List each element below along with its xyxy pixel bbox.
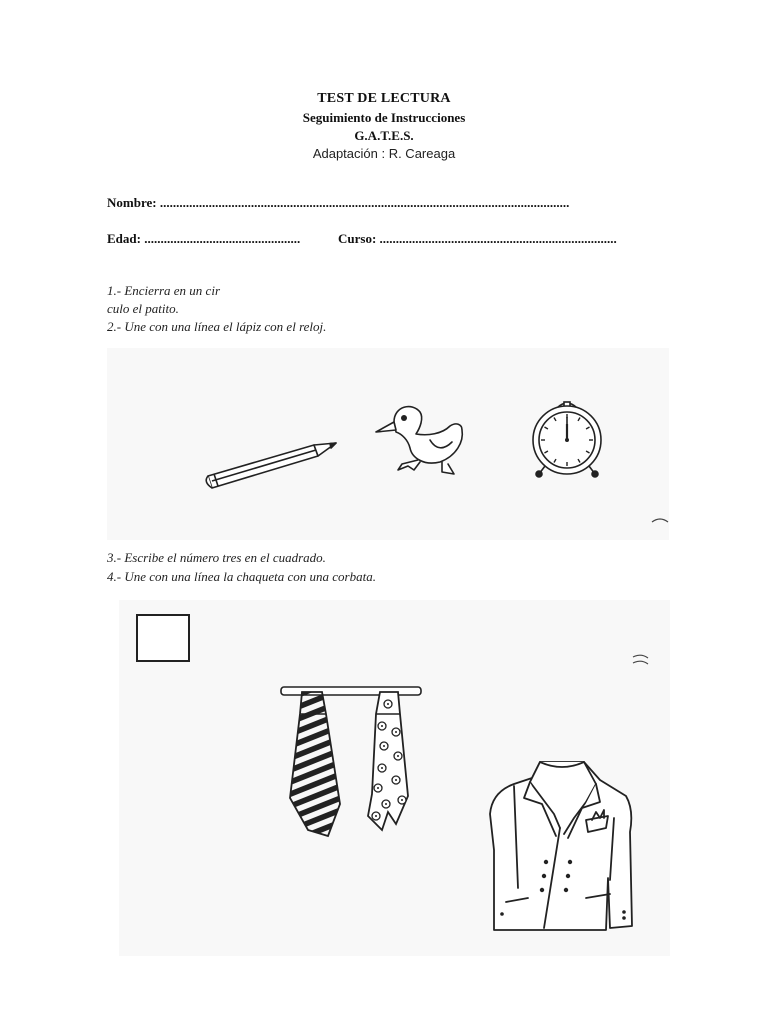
ties-drawing[interactable]: [278, 684, 424, 852]
edad-label: Edad:: [107, 231, 141, 246]
pencil-drawing[interactable]: [200, 436, 340, 496]
page-title: TEST DE LECTURA: [317, 91, 451, 106]
test-acronym: G.A.T.E.S.: [354, 128, 414, 143]
duck-drawing[interactable]: [372, 400, 482, 480]
alarm-clock-drawing[interactable]: [525, 396, 615, 480]
nombre-label: Nombre:: [107, 195, 157, 210]
dotted-tie[interactable]: [368, 692, 408, 830]
page-subtitle: Seguimiento de Instrucciones: [302, 110, 466, 125]
adaptation-credit: Adaptación : R. Careaga: [312, 146, 456, 161]
curso-line: .........................................................................: [379, 231, 617, 246]
edad-field[interactable]: [107, 231, 300, 247]
curso-label: Curso:: [338, 231, 377, 246]
answer-square[interactable]: [136, 614, 190, 662]
nombre-line: ..............................................................................................................................: [159, 195, 570, 210]
instruction-3: 3.- Escribe el número tres en el cuadrado.: [107, 550, 326, 565]
instruction-2: 2.- Une con una línea el lápiz con el reloj.: [107, 319, 327, 334]
edad-line: ................................................: [144, 231, 301, 246]
jacket-drawing[interactable]: [484, 758, 642, 936]
instruction-1a: 1.- Encierra en un cir: [107, 283, 221, 298]
curso-field[interactable]: [338, 231, 617, 247]
corner-mark: [650, 516, 670, 524]
instruction-4: 4.- Une con una línea la chaqueta con una corbata.: [107, 569, 376, 584]
nombre-field[interactable]: [107, 195, 569, 211]
instruction-1b: culo el patito.: [107, 301, 179, 316]
corner-mark-2: [632, 654, 650, 666]
duck-eye: [401, 415, 407, 421]
